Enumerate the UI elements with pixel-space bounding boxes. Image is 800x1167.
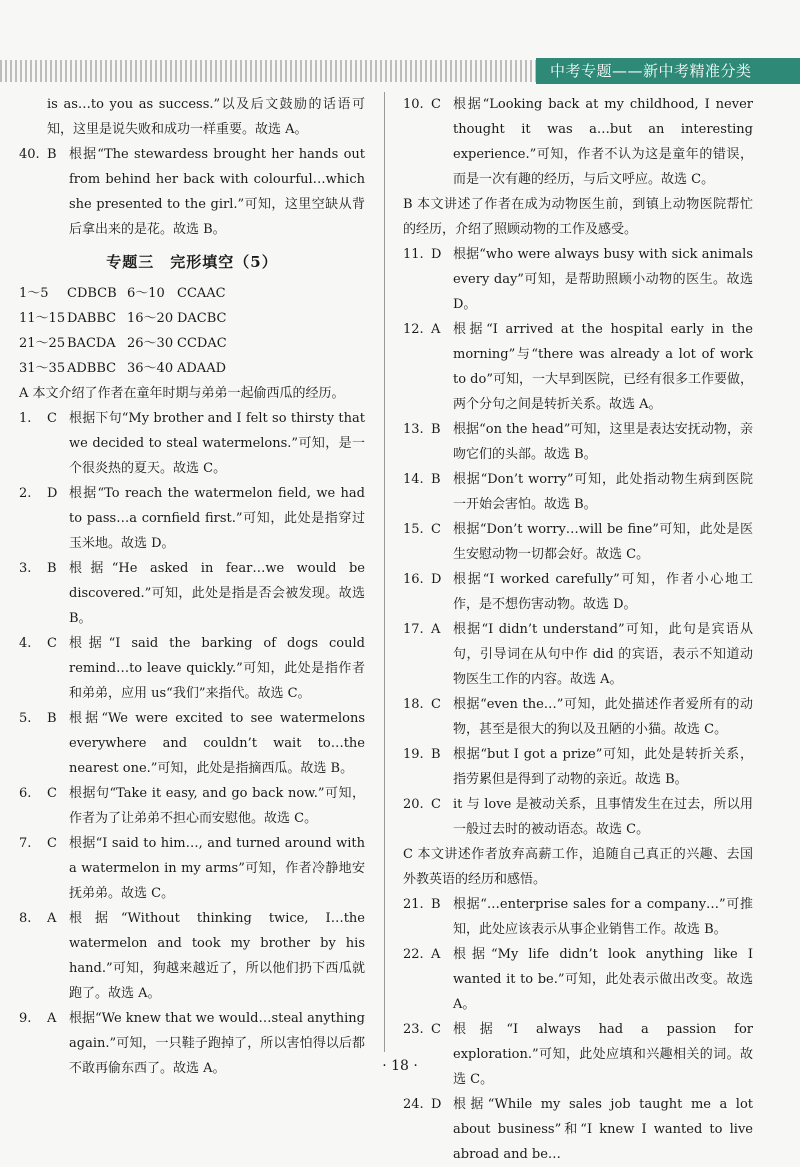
item-number: 18. [403, 697, 424, 712]
item-explanation: 根据“My life didn’t look anything like I wanted it to be.”可知，此处表示做出改变。故选 A。 [453, 947, 753, 1012]
answer-item [403, 692, 753, 742]
item-explanation: 根据“To reach the watermelon field, we had to pass…a cornfield first.”可知，此处是指穿过玉米地。故选 D。 [69, 486, 365, 551]
answer-item [403, 242, 753, 317]
item-answer: A [47, 1011, 57, 1026]
key-range: 11～15 [19, 311, 66, 326]
answer-item [403, 92, 753, 192]
key-answers: CDBCB [67, 286, 117, 301]
item-answer: C [47, 411, 57, 426]
answer-item [403, 617, 753, 692]
answer-key-row [19, 356, 365, 381]
answer-key-row [19, 331, 365, 356]
item-answer: D [431, 247, 442, 262]
answer-item [403, 1017, 753, 1092]
key-answers: DACBC [177, 311, 227, 326]
item-answer: D [431, 572, 442, 587]
item-number: 22. [403, 947, 424, 962]
answer-item [19, 831, 365, 906]
item-answer: D [47, 486, 58, 501]
key-range: 6～10 [127, 286, 165, 301]
item-answer: B [431, 472, 441, 487]
answer-key-block [19, 281, 365, 381]
item-answer: B [47, 147, 57, 162]
item-answer: B [431, 422, 441, 437]
item-number: 23. [403, 1022, 424, 1037]
key-answers: BACDA [67, 336, 116, 351]
item-number: 5. [19, 711, 32, 726]
key-answers: CCDAC [177, 336, 227, 351]
key-answers: ADBBC [67, 361, 117, 376]
key-range: 36～40 [127, 361, 174, 376]
item-explanation: 根据“even the…”可知，此处描述作者爱所有的动物，甚至是很大的狗以及丑陋的小猫。故选 C。 [453, 697, 753, 737]
item-explanation: 根据“but I got a prize”可知，此处是转折关系，指劳累但是得到了动物的亲近。故选 B。 [453, 747, 753, 787]
item-explanation: 根据“Don’t worry”可知，此处指动物生病到医院一开始会害怕。故选 B。 [453, 472, 753, 512]
key-range: 1～5 [19, 286, 49, 301]
item-number: 2. [19, 486, 32, 501]
item-explanation: 根据“Without thinking twice, I…the watermelon and took my brother by his hand.”可知，狗越来越近了，所以他们扔下西瓜就跑了。故选 A。 [69, 911, 365, 1001]
item-answer: C [431, 522, 441, 537]
answer-item [403, 792, 753, 842]
key-answers: ADAAD [177, 361, 227, 376]
answer-item [403, 317, 753, 417]
key-range: 26～30 [127, 336, 174, 351]
item-answer: C [431, 1022, 441, 1037]
item-answer: B [47, 561, 57, 576]
item-number: 8. [19, 911, 32, 926]
item-answer: D [431, 1097, 442, 1112]
item-answer: C [431, 797, 441, 812]
key-range: 16～20 [127, 311, 174, 326]
item-explanation: 根据“He asked in fear…we would be discovered.”可知，此处是指是否会被发现。故选 B。 [69, 561, 365, 626]
right-answer-list-a [403, 92, 753, 192]
item-explanation: 根据“I said to him…, and turned around with a watermelon in my arms”可知，作者冷静地安抚弟弟。故选 C。 [69, 836, 365, 901]
item-number: 24. [403, 1097, 424, 1112]
answer-item [19, 781, 365, 831]
item-explanation: 根据“While my sales job taught me a lot about business”和“I knew I wanted to live abroad and be… [453, 1097, 753, 1162]
item-number: 21. [403, 897, 424, 912]
item-explanation: 根据句“Take it easy, and go back now.”可知，作者为了让弟弟不担心而安慰他。故选 C。 [69, 786, 365, 826]
left-column [19, 92, 365, 1081]
item-explanation: 根据“who were always busy with sick animals every day”可知，是帮助照顾小动物的医生。故选 D。 [453, 247, 753, 312]
answer-item [19, 631, 365, 706]
item-number: 11. [403, 247, 424, 262]
passage-intro-b: B 本文讲述了作者在成为动物医生前，到镇上动物医院帮忙的经历，介绍了照顾动物的工作及感受。 [403, 197, 753, 237]
item-number: 19. [403, 747, 424, 762]
item-number: 4. [19, 636, 32, 651]
item-answer: C [431, 97, 441, 112]
item-explanation: 根据“I said the barking of dogs could remind…to leave quickly.”可知，此处是指作者和弟弟，应用 us“我们”来指代。故选 C。 [69, 636, 365, 701]
item-explanation: 根据下句“My brother and I felt so thirsty that we decided to steal watermelons.”可知，是一个很炎热的夏天。故选 C。 [69, 411, 365, 476]
item-explanation: 根据“I worked carefully”可知，作者小心地工作，是不想伤害动物。故选 D。 [453, 572, 753, 612]
item-number: 9. [19, 1011, 32, 1026]
item-number: 10. [403, 97, 424, 112]
answer-item [19, 481, 365, 556]
item-number: 17. [403, 622, 424, 637]
item-explanation: 根据“on the head”可知，这里是表达安抚动物，亲吻它们的头部。故选 B。 [453, 422, 753, 462]
item-answer: B [431, 897, 441, 912]
item-explanation: 根据“I didn’t understand”可知，此句是宾语从句，引导词在从句中作 did 的宾语，表示不知道动物医生工作的内容。故选 A。 [453, 622, 753, 687]
item-number: 6. [19, 786, 32, 801]
answer-item [19, 406, 365, 481]
answer-item [19, 906, 365, 1006]
answer-item [19, 556, 365, 631]
answer-item [403, 892, 753, 942]
key-answers: DABBC [67, 311, 117, 326]
key-range: 21～25 [19, 336, 66, 351]
column-divider [384, 92, 385, 1052]
item-answer: C [431, 697, 441, 712]
item-explanation: 根据“We were excited to see watermelons everywhere and couldn’t wait to…the nearest one.”可知，此处是指摘西瓜。故选 B。 [69, 711, 365, 776]
item-explanation: 根据“Don’t worry…will be fine”可知，此处是医生安慰动物一切都会好。故选 C。 [453, 522, 753, 562]
item-number: 13. [403, 422, 424, 437]
passage-intro-c: C 本文讲述作者放弃高薪工作，追随自己真正的兴趣、去国外教英语的经历和感悟。 [403, 847, 753, 887]
item-answer: C [47, 636, 57, 651]
item-explanation: 根据“I always had a passion for exploration.”可知，此处应填和兴趣相关的词。故选 C。 [453, 1022, 753, 1087]
continued-paragraph: is as…to you as success.”以及后文鼓励的话语可知，这里是说失败和成功一样重要。故选 A。 [47, 97, 365, 137]
answer-item [403, 517, 753, 567]
page-number: · 18 · [382, 1058, 418, 1074]
item-answer: A [431, 322, 441, 337]
item-number: 16. [403, 572, 424, 587]
item-answer: C [47, 836, 57, 851]
passage-intro-a: A 本文介绍了作者在童年时期与弟弟一起偷西瓜的经历。 [19, 386, 345, 401]
item-answer: A [431, 947, 441, 962]
answer-item [19, 706, 365, 781]
item-number: 1. [19, 411, 32, 426]
item-answer: A [47, 911, 57, 926]
item-number: 20. [403, 797, 424, 812]
item-answer: C [47, 786, 57, 801]
answer-key-row [19, 306, 365, 331]
right-answer-list-c [403, 892, 753, 1167]
item-number: 15. [403, 522, 424, 537]
item-answer: B [431, 747, 441, 762]
answer-item-40 [19, 142, 365, 242]
key-range: 31～35 [19, 361, 66, 376]
header-section-tag: 中考专题——新中考精准分类 [536, 58, 800, 84]
answer-item [403, 567, 753, 617]
item-number: 7. [19, 836, 32, 851]
answer-item [403, 467, 753, 517]
answer-item [403, 742, 753, 792]
item-explanation: 根据“The stewardess brought her hands out from behind her back with colourful…which she presented to the girl.”可知，这里空缺从背后拿出来的是花。故选 B。 [69, 147, 365, 237]
item-answer: B [47, 711, 57, 726]
key-answers: CCAAC [177, 286, 226, 301]
section-title: 专题三 完形填空（5） [106, 253, 278, 271]
item-number: 40. [19, 147, 40, 162]
item-explanation: 根据“Looking back at my childhood, I never thought it was a…but an interesting experience.”可知，作者不认为这是童年的错误，而是一次有趣的经历，与后文呼应。故选 C。 [453, 97, 753, 187]
item-number: 14. [403, 472, 424, 487]
answer-item [403, 942, 753, 1017]
item-number: 3. [19, 561, 32, 576]
answer-item [403, 417, 753, 467]
item-explanation: 根据“We knew that we would…steal anything again.”可知，一只鞋子跑掉了，所以害怕得以后都不敢再偷东西了。故选 A。 [69, 1011, 365, 1076]
answer-key-row [19, 281, 365, 306]
right-column [403, 92, 753, 1167]
left-answer-list [19, 406, 365, 1081]
item-explanation: 根据“…enterprise sales for a company…”可推知，此处应该表示从事企业销售工作。故选 B。 [453, 897, 753, 937]
item-explanation: 根据“I arrived at the hospital early in the morning”与“there was already a lot of work to do”可知，一大早到医院，已经有很多工作要做，两个分句之间是转折关系。故选 A。 [453, 322, 753, 412]
item-answer: A [431, 622, 441, 637]
item-explanation: it 与 love 是被动关系，且事情发生在过去，所以用一般过去时的被动语态。故选 C。 [453, 797, 753, 837]
item-number: 12. [403, 322, 424, 337]
right-answer-list-b [403, 242, 753, 842]
